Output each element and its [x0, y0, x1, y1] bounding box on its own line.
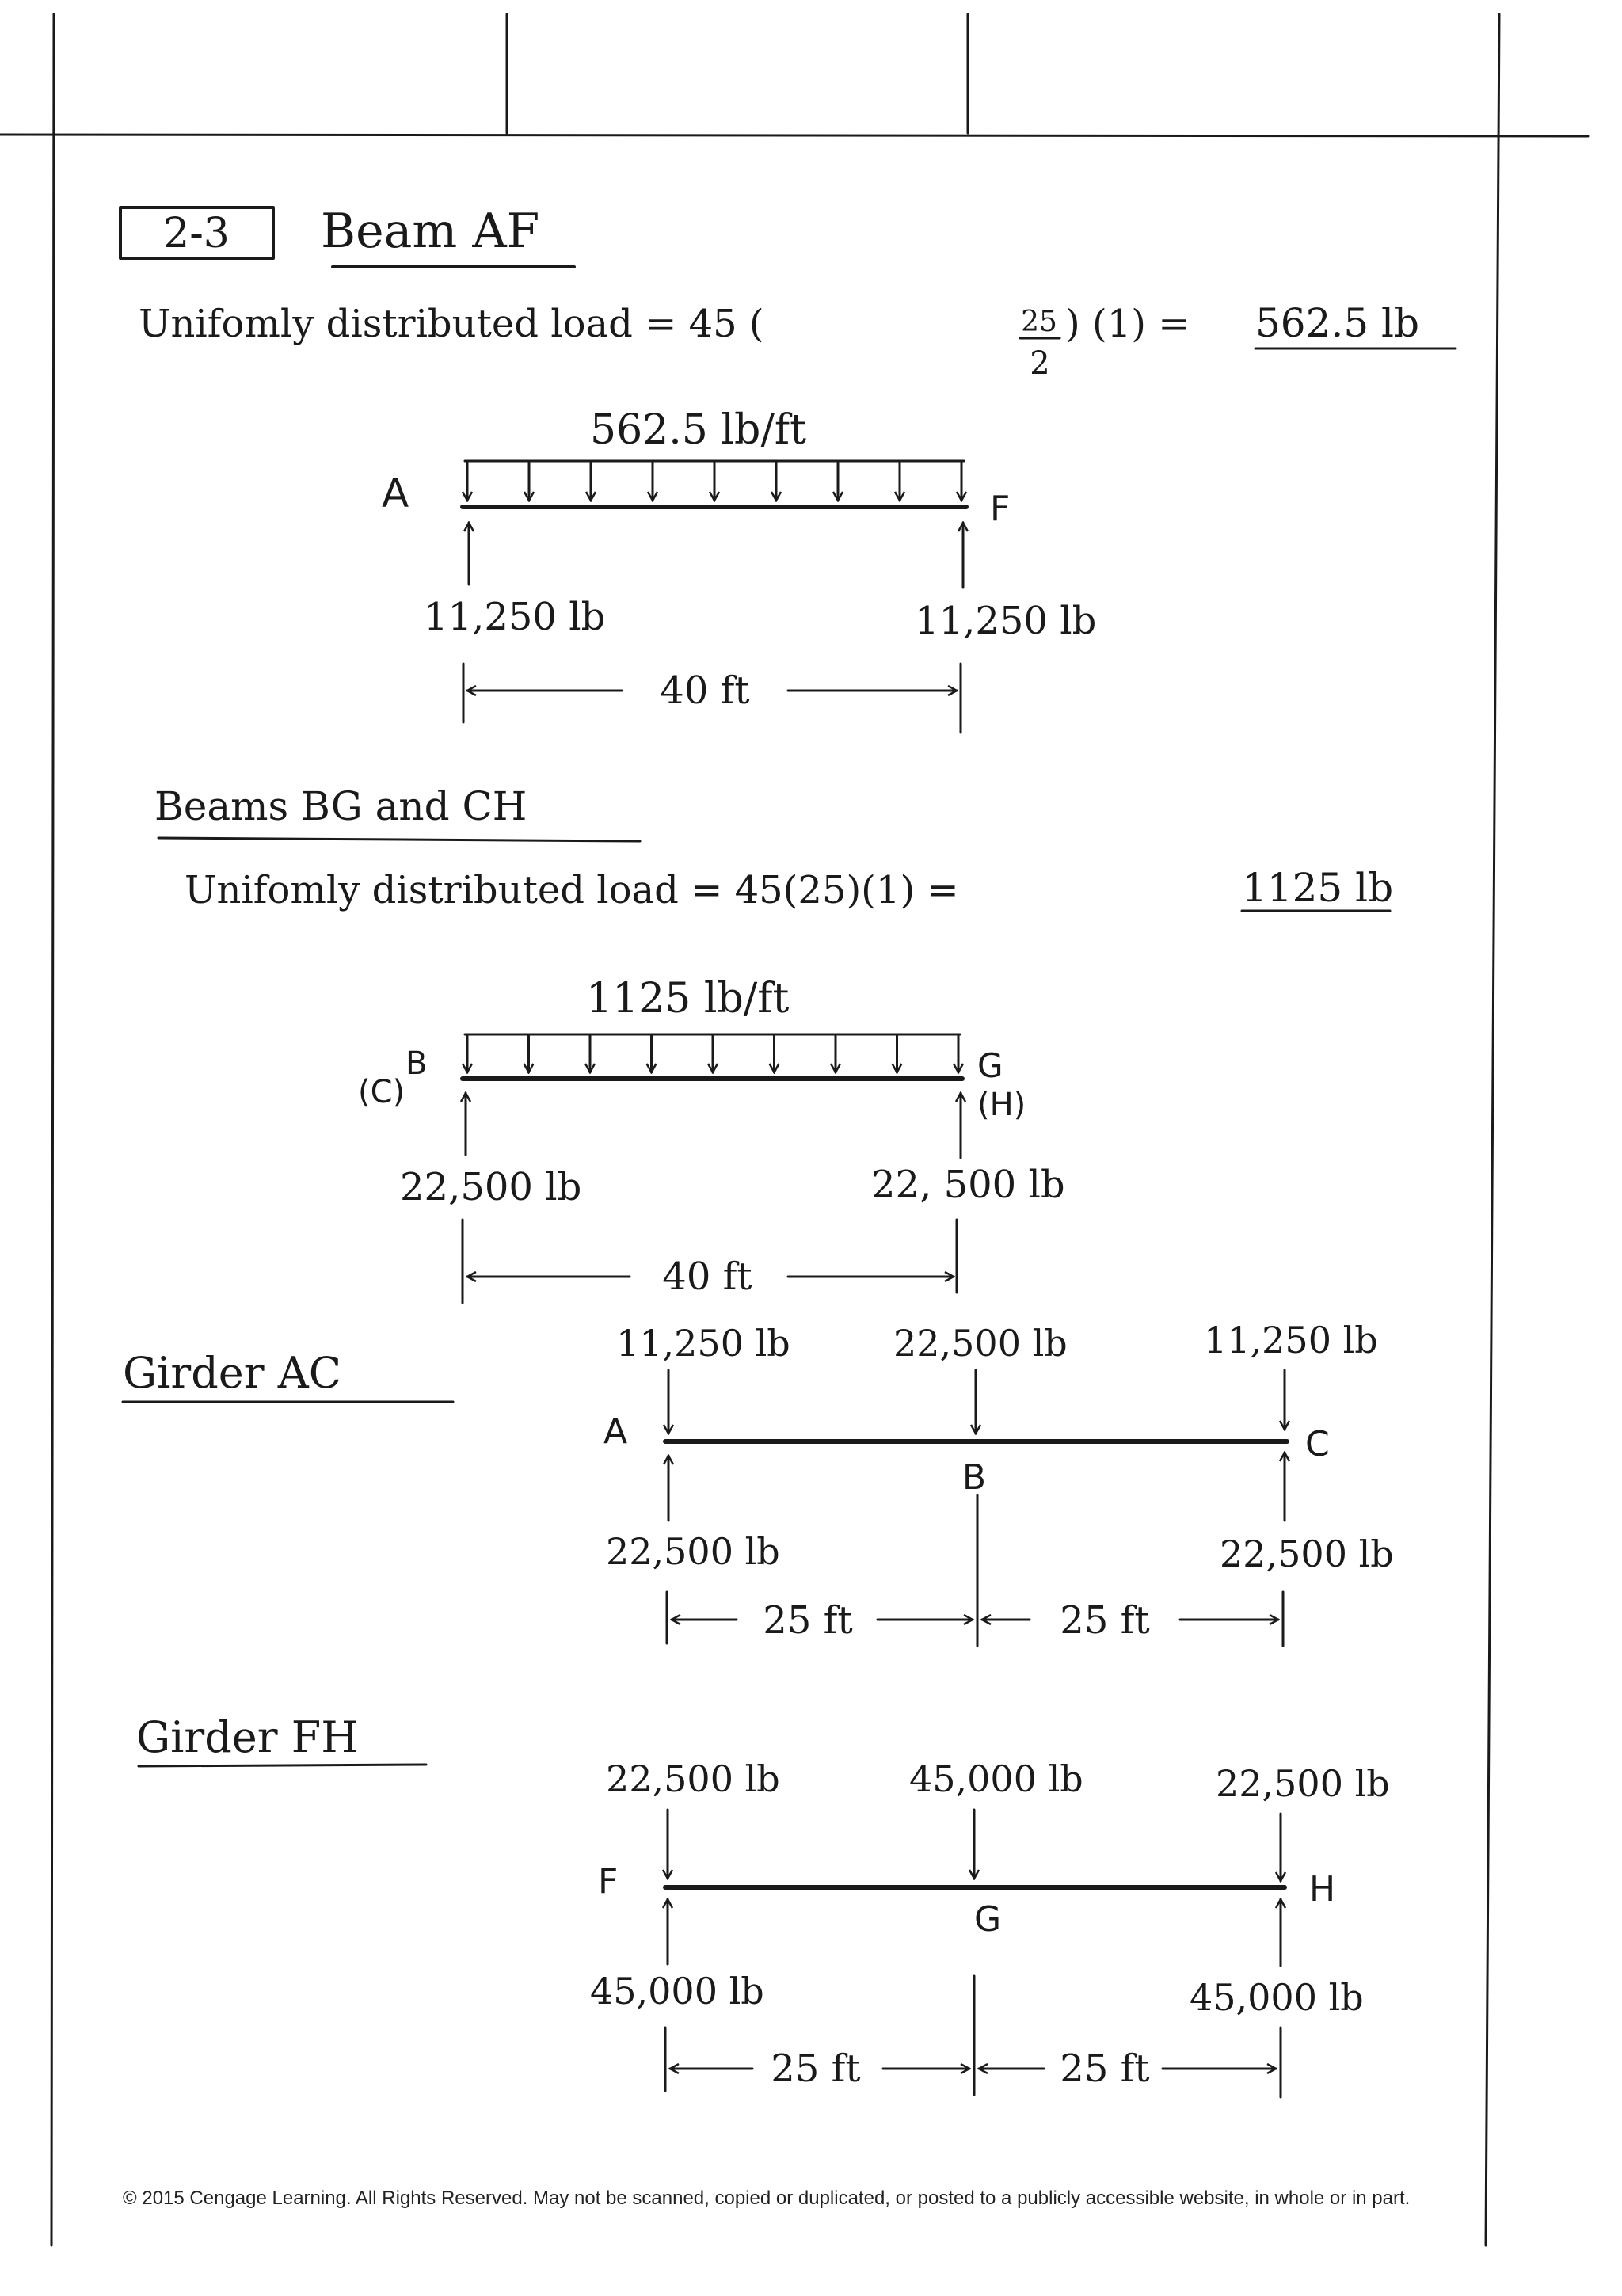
- beam-af-fraction-numerator: 25: [1021, 306, 1057, 338]
- girder-fh-load-f: 22,500 lb: [606, 1757, 780, 1800]
- beams-bg-ch-heading: Beams BG and CH: [154, 783, 527, 829]
- girder-fh-heading-underline: [139, 1765, 426, 1766]
- girder-ac-heading: Girder AC: [123, 1348, 342, 1398]
- girder-fh-span-2: 25 ft: [1060, 2047, 1150, 2091]
- girder-ac-load-b: 22,500 lb: [893, 1322, 1068, 1365]
- girder-ac-reaction-right: 22,500 lb: [1220, 1533, 1394, 1575]
- beam-af-heading: Beam AF: [321, 204, 540, 259]
- copyright-footer: © 2015 Cengage Learning. All Rights Reserved. May not be scanned, copied or duplicated, or posted to a publicly accessible website, in whole or in part.: [123, 2187, 1411, 2209]
- beams-bg-ch-distributed-load-arrows: [465, 1034, 960, 1072]
- girder-ac-load-c: 11,250 lb: [1204, 1319, 1378, 1361]
- beams-bg-ch-left-reaction: 22,500 lb: [400, 1165, 582, 1209]
- beams-bg-ch-span: 40 ft: [662, 1255, 752, 1299]
- beams-bg-ch-load-result: 1125 lb: [1242, 865, 1394, 911]
- girder-ac-reaction-left: 22,500 lb: [606, 1530, 780, 1573]
- beam-af-span: 40 ft: [660, 668, 750, 713]
- beam-af-node-a: A: [382, 470, 409, 516]
- beams-bg-ch-dist-load-label: 1125 lb/ft: [586, 975, 790, 1022]
- beam-af-dist-load-label: 562.5 lb/ft: [590, 406, 806, 454]
- problem-number: 2-3: [163, 210, 230, 257]
- beam-af-node-f: F: [990, 489, 1011, 529]
- beam-af-left-reaction: 11,250 lb: [424, 595, 606, 639]
- beams-bg-ch-node-g: G: [977, 1046, 1003, 1085]
- girder-ac-node-c: C: [1305, 1424, 1330, 1464]
- beams-bg-ch-node-h: (H): [977, 1087, 1026, 1123]
- girder-fh-reaction-left: 45,000 lb: [590, 1970, 764, 2012]
- beams-bg-ch-heading-underline: [158, 838, 640, 841]
- girder-ac-load-a: 11,250 lb: [616, 1322, 790, 1365]
- girder-ac-node-b: B: [961, 1457, 987, 1498]
- beam-af-distributed-load-arrows: [465, 461, 964, 501]
- beams-bg-ch-load-text: Unifomly distributed load = 45(25)(1) =: [185, 868, 959, 912]
- girder-fh-span-1: 25 ft: [771, 2047, 861, 2091]
- beam-af-right-reaction: 11,250 lb: [915, 599, 1097, 643]
- beam-af-load-text-tail: ) (1) =: [1065, 302, 1190, 346]
- beam-af-load-text: Unifomly distributed load = 45 (: [139, 302, 764, 346]
- girder-fh-node-h: H: [1309, 1869, 1336, 1910]
- girder-fh-reaction-right: 45,000 lb: [1190, 1976, 1364, 2019]
- girder-fh-heading: Girder FH: [136, 1712, 359, 1762]
- beams-bg-ch-right-reaction: 22, 500 lb: [871, 1163, 1065, 1207]
- girder-ac-span-1: 25 ft: [763, 1598, 853, 1643]
- girder-fh-load-g: 45,000 lb: [909, 1757, 1083, 1800]
- girder-fh-load-h: 22,500 lb: [1216, 1762, 1390, 1805]
- girder-ac-span-2: 25 ft: [1060, 1598, 1150, 1643]
- beams-bg-ch-node-c: (C): [358, 1074, 406, 1110]
- beam-af-fraction-denominator: 2: [1030, 345, 1050, 382]
- beam-af-load-result: 562.5 lb: [1255, 300, 1420, 346]
- beams-bg-ch-node-b: B: [406, 1045, 428, 1082]
- girder-fh-node-f: F: [598, 1861, 619, 1902]
- girder-ac-node-a: A: [603, 1411, 628, 1452]
- girder-fh-node-g: G: [973, 1899, 1002, 1940]
